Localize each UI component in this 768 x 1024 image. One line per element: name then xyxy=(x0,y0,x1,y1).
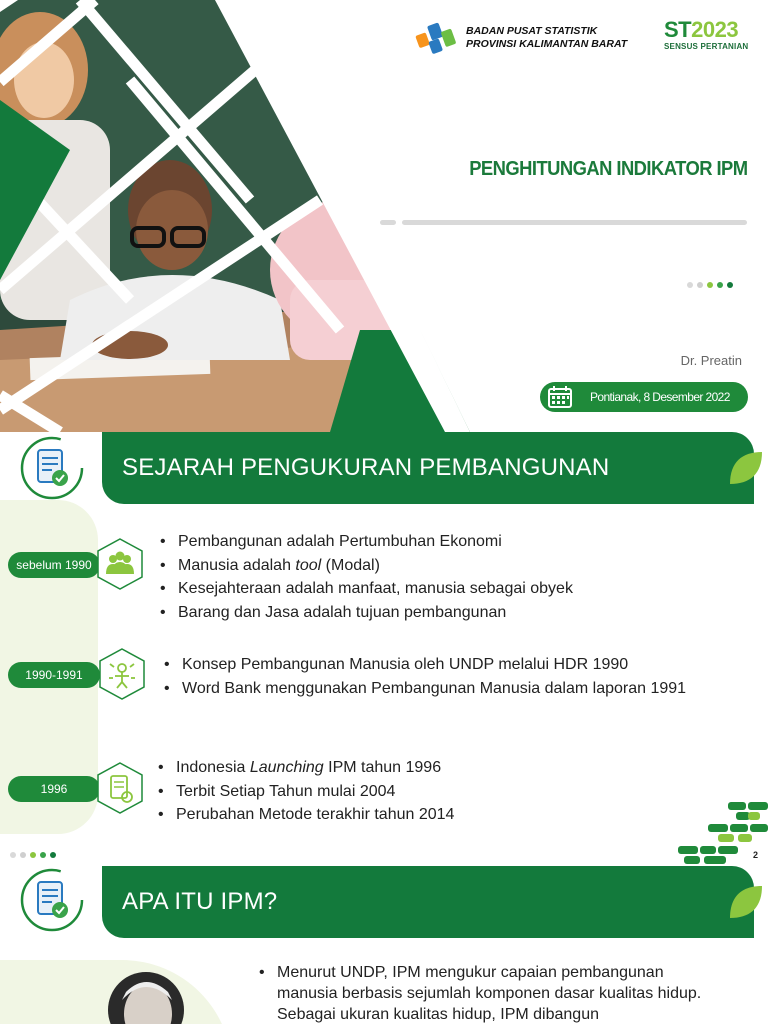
title-underline-short xyxy=(380,220,396,225)
report-document-icon xyxy=(96,762,144,814)
dot xyxy=(707,282,713,288)
document-check-icon xyxy=(20,436,84,500)
organization-name xyxy=(466,25,627,51)
list-item-emphasis: tool xyxy=(295,556,322,574)
dot xyxy=(717,282,723,288)
st-logo-main: ST xyxy=(664,17,692,42)
list-item: • Barang dan Jasa adalah tujuan pembangunan xyxy=(156,601,573,625)
bps-logo-icon xyxy=(414,20,458,56)
section-title: SEJARAH PENGUKURAN PEMBANGUNAN xyxy=(122,454,610,481)
dot xyxy=(30,852,36,858)
history-slide xyxy=(0,432,768,864)
bps-logo xyxy=(414,20,627,56)
list-item: • Word Bank menggunakan Pembangunan Manusia dalam laporan 1991 xyxy=(160,677,686,701)
classroom-photo-collage xyxy=(0,0,470,432)
list-item: • Perubahan Metode terakhir tahun 2014 xyxy=(154,803,454,827)
author-name: Dr. Preatin xyxy=(680,353,742,368)
list-item: • Pembangunan adalah Pertumbuhan Ekonomi xyxy=(156,530,573,554)
presentation-date: Pontianak, 8 Desember 2022 xyxy=(590,390,730,404)
people-group-icon xyxy=(96,538,144,590)
title-underline xyxy=(402,220,747,225)
period-badge-before-1990: sebelum 1990 xyxy=(8,552,100,578)
calendar-icon xyxy=(548,386,572,408)
leaf-icon xyxy=(728,450,764,486)
period-list-1996 xyxy=(154,756,454,827)
list-item-text-suffix: IPM tahun 1996 xyxy=(323,759,442,776)
list-item xyxy=(156,554,573,578)
st-logo-subtitle: SENSUS PERTANIAN xyxy=(664,42,749,51)
period-badge-1990-1991: 1990-1991 xyxy=(8,662,100,688)
dot xyxy=(40,852,46,858)
st2023-logo xyxy=(664,18,756,51)
section-title: APA ITU IPM? xyxy=(122,888,278,915)
ipm-definition-paragraph: • Menurut UNDP, IPM mengukur capaian pembangunan manusia berbasis sejumlah komponen dasar kualitas hidup. Sebagai ukuran kualitas hidup, IPM dibangun xyxy=(255,962,715,1024)
dot xyxy=(20,852,26,858)
progress-dots xyxy=(687,282,733,288)
org-name-line2: PROVINSI KALIMANTAN BARAT xyxy=(466,38,628,50)
title-slide xyxy=(0,0,768,432)
date-badge xyxy=(540,382,748,412)
document-check-icon xyxy=(20,868,84,932)
dot xyxy=(50,852,56,858)
dot xyxy=(10,852,16,858)
list-item xyxy=(154,756,454,780)
period-list-1990-1991 xyxy=(160,653,686,700)
human-development-icon xyxy=(98,648,146,700)
list-item-text: Manusia adalah xyxy=(178,556,296,574)
list-item: • Kesejahteraan adalah manfaat, manusia sebagai obyek xyxy=(156,577,573,601)
period-badge-1996: 1996 xyxy=(8,776,100,802)
page-number: 2 xyxy=(752,850,758,860)
dot xyxy=(697,282,703,288)
portrait-photo xyxy=(108,970,184,1024)
list-item: • Konsep Pembangunan Manusia oleh UNDP melalui HDR 1990 xyxy=(160,653,686,677)
leaf-icon xyxy=(728,884,764,920)
period-list-before-1990 xyxy=(156,530,573,624)
list-item-text-suffix: (Modal) xyxy=(321,556,380,574)
st-logo-year: 2023 xyxy=(691,17,739,42)
slide-title: PENGHITUNGAN INDIKATOR IPM xyxy=(469,158,748,180)
org-name-line1: BADAN PUSAT STATISTIK xyxy=(466,25,598,37)
progress-dots xyxy=(10,852,56,858)
list-item: • Terbit Setiap Tahun mulai 2004 xyxy=(154,780,454,804)
section-banner xyxy=(102,866,754,938)
dot xyxy=(687,282,693,288)
what-is-ipm-slide xyxy=(0,864,768,1024)
section-banner xyxy=(102,432,754,504)
list-item-text: Indonesia xyxy=(176,759,250,776)
list-item-emphasis: Launching xyxy=(249,759,324,776)
dot xyxy=(727,282,733,288)
